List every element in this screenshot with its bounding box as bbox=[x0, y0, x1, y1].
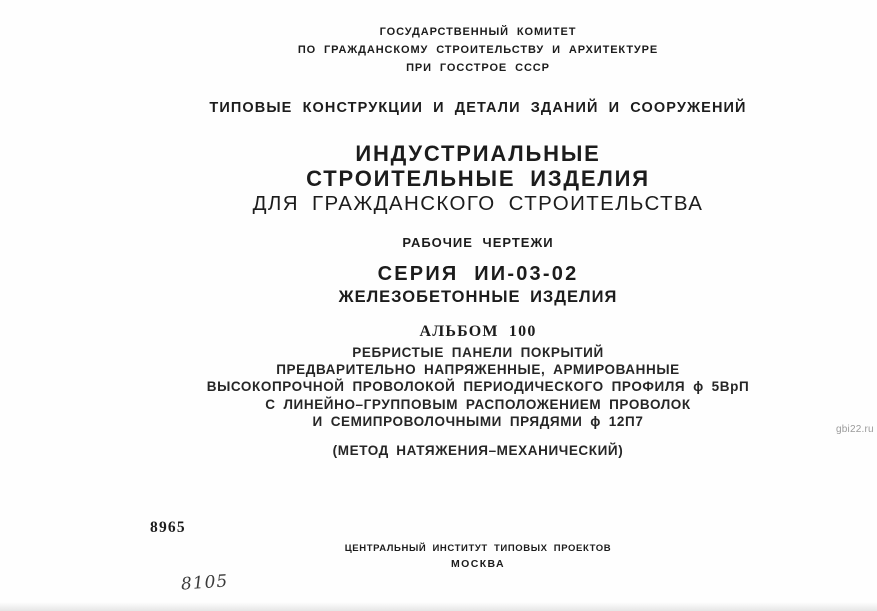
album-description-line: С ЛИНЕЙНО–ГРУППОВЫМ РАСПОЛОЖЕНИЕМ ПРОВОЛОК bbox=[265, 397, 691, 412]
album-description-line: ПРЕДВАРИТЕЛЬНО НАПРЯЖЕННЫЕ, АРМИРОВАННЫЕ bbox=[276, 362, 680, 377]
org-header-line-3: ПРИ ГОССТРОЕ СССР bbox=[406, 62, 550, 74]
album-description-line: ВЫСОКОПРОЧНОЙ ПРОВОЛОКОЙ ПЕРИОДИЧЕСКОГО ПРОФИЛЯ ϕ 5ВрП bbox=[206, 379, 750, 394]
org-header-line-1: ГОСУДАРСТВЕННЫЙ КОМИТЕТ bbox=[379, 26, 577, 38]
album-description-line: РЕБРИСТЫЕ ПАНЕЛИ ПОКРЫТИЙ bbox=[352, 345, 604, 360]
main-title-line-2: СТРОИТЕЛЬНЫЕ ИЗДЕЛИЯ bbox=[306, 166, 650, 191]
album-description-line: И СЕМИПРОВОЛОЧНЫМИ ПРЯДЯМИ ϕ 12П7 bbox=[312, 414, 644, 429]
publisher-city: МОСКВА bbox=[451, 558, 505, 570]
document-type-line: ТИПОВЫЕ КОНСТРУКЦИИ И ДЕТАЛИ ЗДАНИЙ И СООРУЖЕНИЙ bbox=[209, 100, 747, 116]
main-title-line-1: ИНДУСТРИАЛЬНЫЕ bbox=[355, 141, 601, 166]
order-number: 8965 bbox=[150, 519, 186, 536]
main-title-line-3: ДЛЯ ГРАЖДАНСКОГО СТРОИТЕЛЬСТВА bbox=[252, 192, 704, 215]
publisher-name: ЦЕНТРАЛЬНЫЙ ИНСТИТУТ ТИПОВЫХ ПРОЕКТОВ bbox=[344, 543, 612, 554]
series-material: ЖЕЛЕЗОБЕТОННЫЕ ИЗДЕЛИЯ bbox=[338, 288, 618, 306]
album-title: АЛЬБОМ 100 bbox=[419, 323, 537, 340]
organization-header bbox=[72, 23, 877, 77]
org-header-line-2: ПО ГРАЖДАНСКОМУ СТРОИТЕЛЬСТВУ И АРХИТЕКТУРЕ bbox=[297, 44, 659, 56]
series-number: СЕРИЯ ИИ-03-02 bbox=[377, 263, 579, 285]
site-watermark: gbi22.ru bbox=[836, 424, 874, 435]
centered-content bbox=[72, 0, 877, 611]
working-drawings-subtitle: РАБОЧИЕ ЧЕРТЕЖИ bbox=[402, 235, 554, 250]
handwritten-inventory-number: 8105 bbox=[180, 571, 229, 595]
tensioning-method-line: (МЕТОД НАТЯЖЕНИЯ–МЕХАНИЧЕСКИЙ) bbox=[332, 443, 624, 458]
